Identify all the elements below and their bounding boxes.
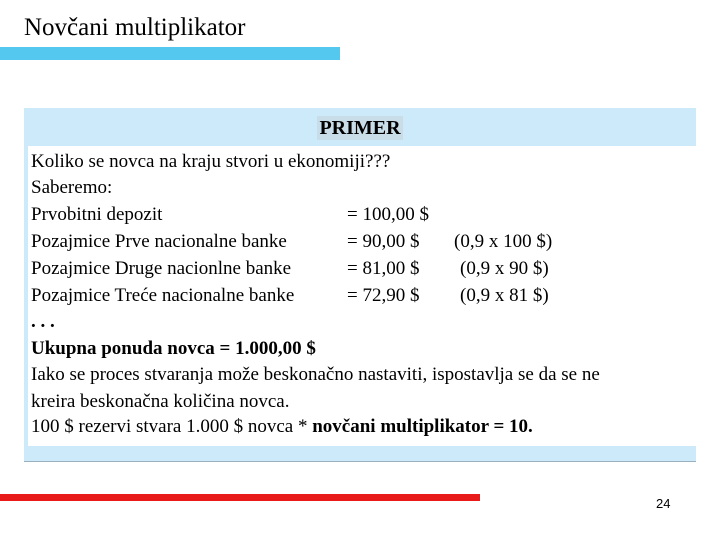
example-heading [24, 116, 696, 140]
row-note-second-bank: (0,9 x 90 $) [460, 258, 549, 279]
row-value-first-bank: = 90,00 $ [347, 231, 420, 252]
example-heading-text: PRIMER [319, 117, 401, 139]
conclusion-plain-text: 100 $ rezervi stvara 1.000 $ novca * [31, 416, 313, 437]
row-label-initial-deposit: Prvobitni depozit [31, 204, 163, 225]
slide-title: Novčani multiplikator [24, 14, 246, 41]
page-number: 24 [656, 496, 671, 511]
row-label-second-bank: Pozajmice Druge nacionlne banke [31, 258, 292, 279]
row-note-third-bank: (0,9 x 81 $) [460, 285, 549, 306]
explanation-line-2: kreira beskonačna količina novca. [31, 391, 290, 412]
total-line [31, 336, 316, 362]
row-value-second-bank: = 81,00 $ [347, 258, 420, 279]
title-underline-bar [0, 47, 340, 60]
row-label-third-bank: Pozajmice Treće nacionalne banke [31, 285, 295, 306]
row-note-first-bank: (0,9 x 100 $) [454, 231, 553, 252]
row-value-third-bank: = 72,90 $ [347, 285, 420, 306]
total-text: Ukupna ponuda novca = 1.000,00 $ [31, 338, 316, 359]
row-label-first-bank: Pozajmice Prve nacionalne banke [31, 231, 287, 252]
question-line: Koliko se novca na kraju stvori u ekonomiji??? [31, 151, 391, 172]
ellipsis-line: . . . [31, 311, 55, 332]
conclusion-bold-text: novčani multiplikator = 10. [312, 416, 533, 437]
sum-intro-line: Saberemo: [31, 177, 113, 198]
row-value-initial-deposit: = 100,00 $ [347, 204, 429, 225]
explanation-line-1: Iako se proces stvaranja može beskonačno nastaviti, ispostavlja se da se ne [31, 364, 600, 385]
footer-accent-bar [0, 494, 480, 501]
conclusion-line [31, 414, 533, 440]
